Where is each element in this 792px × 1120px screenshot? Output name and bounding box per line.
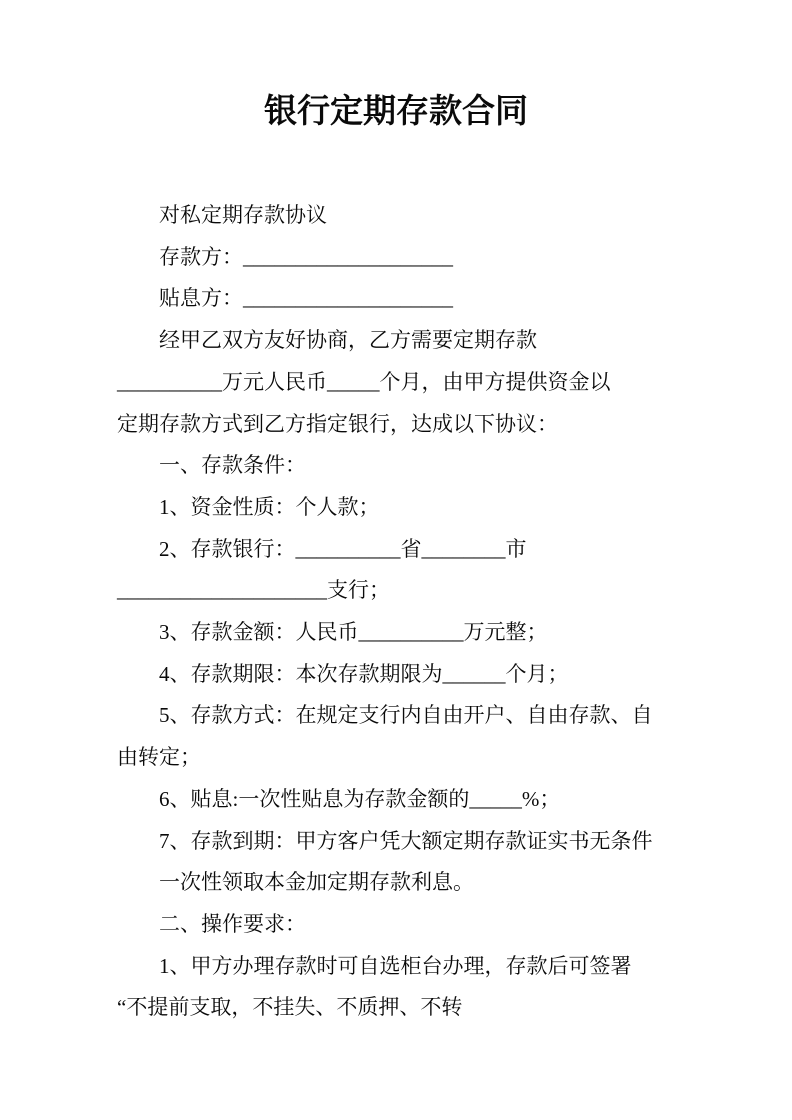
document-line: 由转定；: [117, 745, 201, 770]
document-line: 1、资金性质：个人款；: [159, 494, 380, 519]
document-line: 贴息方：____________________: [159, 286, 453, 311]
document-line: 二、操作要求：: [159, 911, 306, 936]
document-line: 6、贴息:一次性贴息为存款金额的_____%；: [159, 786, 561, 811]
document-line: 经甲乙双方友好协商，乙方需要定期存款: [159, 328, 537, 353]
document-title: 银行定期存款合同: [264, 94, 528, 130]
document-line: 5、存款方式：在规定支行内自由开户、自由存款、自: [159, 703, 653, 728]
document-line: “不提前支取，不挂失、不质押、不转: [117, 995, 463, 1020]
document-body: [0, 134, 792, 1029]
document-line: 4、存款期限：本次存款期限为______个月；: [159, 661, 569, 686]
document-line: ____________________支行；: [117, 578, 390, 603]
document-line: 一次性领取本金加定期存款利息。: [159, 870, 474, 895]
document-line: 一、存款条件：: [159, 453, 306, 478]
document-line: 对私定期存款协议: [159, 203, 327, 227]
document-line: 3、存款金额：人民币__________万元整；: [159, 620, 548, 645]
document-line: 定期存款方式到乙方指定银行，达成以下协议：: [117, 411, 558, 436]
document-line: 2、存款银行：__________省________市: [159, 536, 527, 561]
document-line: __________万元人民币_____个月，由甲方提供资金以: [117, 369, 611, 394]
document-line: 存款方：____________________: [159, 244, 453, 269]
document-line: 1、甲方办理存款时可自选柜台办理，存款后可签署: [159, 953, 632, 978]
document-line: 7、存款到期：甲方客户凭大额定期存款证实书无条件: [159, 828, 653, 853]
